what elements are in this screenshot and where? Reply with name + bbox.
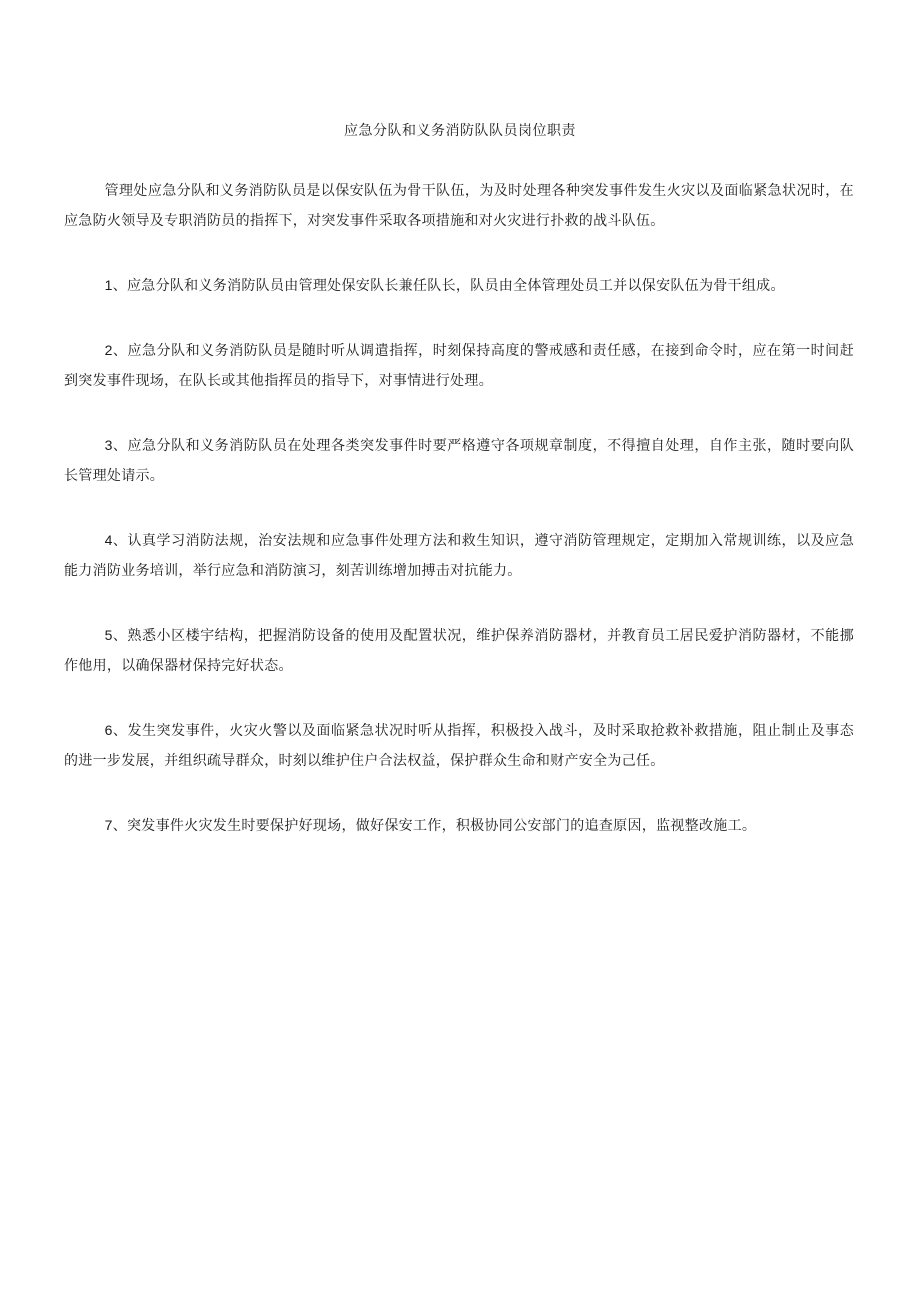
document-title: 应急分队和义务消防队队员岗位职责 [344, 123, 576, 139]
duty-item-7 [64, 810, 854, 841]
duty-text: 、发生突发事件，火灾火警以及面临紧急状况时听从指挥，积极投入战斗，及时采取抢救补救措施，阻止制止及事态的进一步发展，并组织疏导群众，时刻以维护住户合法权益，保护群众生命和财产安全为己任。 [64, 723, 854, 769]
duty-item-4 [64, 525, 854, 586]
intro-paragraph: 管理处应急分队和义务消防队员是以保安队伍为骨干队伍，为及时处理各种突发事件发生火灾以及面临紧急状况时，在应急防火领导及专职消防员的指挥下，对突发事件采取各项措施和对火灾进行扑救的战斗队伍。 [64, 183, 854, 229]
duty-text: 、熟悉小区楼宇结构，把握消防设备的使用及配置状况，维护保养消防器材，并教育员工居民爱护消防器材，不能挪作他用，以确保器材保持完好状态。 [64, 628, 854, 674]
duty-item-5 [64, 620, 854, 681]
duty-number: 1 [104, 277, 113, 293]
duty-number: 2 [104, 342, 113, 358]
duty-number: 6 [104, 722, 113, 738]
duty-text: 、认真学习消防法规，治安法规和应急事件处理方法和救生知识，遵守消防管理规定，定期加入常规训练，以及应急能力消防业务培训，举行应急和消防演习，刻苦训练增加搏击对抗能力。 [64, 533, 854, 579]
duty-text: 、应急分队和义务消防队员是随时听从调遣指挥，时刻保持高度的警戒感和责任感，在接到命令时，应在第一时间赶到突发事件现场，在队长或其他指挥员的指导下，对事情进行处理。 [64, 343, 854, 389]
duty-item-3 [64, 430, 854, 491]
duty-item-1 [64, 270, 854, 301]
duty-text: 、突发事件火灾发生时要保护好现场，做好保安工作，积极协同公安部门的追查原因，监视整改施工。 [112, 818, 757, 834]
duty-number: 4 [104, 532, 113, 548]
duty-item-2 [64, 335, 854, 396]
duty-item-6 [64, 715, 854, 776]
duty-number: 3 [104, 437, 113, 453]
duty-text: 、应急分队和义务消防队员由管理处保安队长兼任队长，队员由全体管理处员工并以保安队伍为骨干组成。 [112, 278, 785, 294]
duty-number: 5 [104, 627, 113, 643]
document-body [64, 176, 854, 875]
duty-text: 、应急分队和义务消防队员在处理各类突发事件时要严格遵守各项规章制度，不得擅自处理，自作主张，随时要向队长管理处请示。 [64, 438, 854, 484]
duty-number: 7 [104, 817, 113, 833]
